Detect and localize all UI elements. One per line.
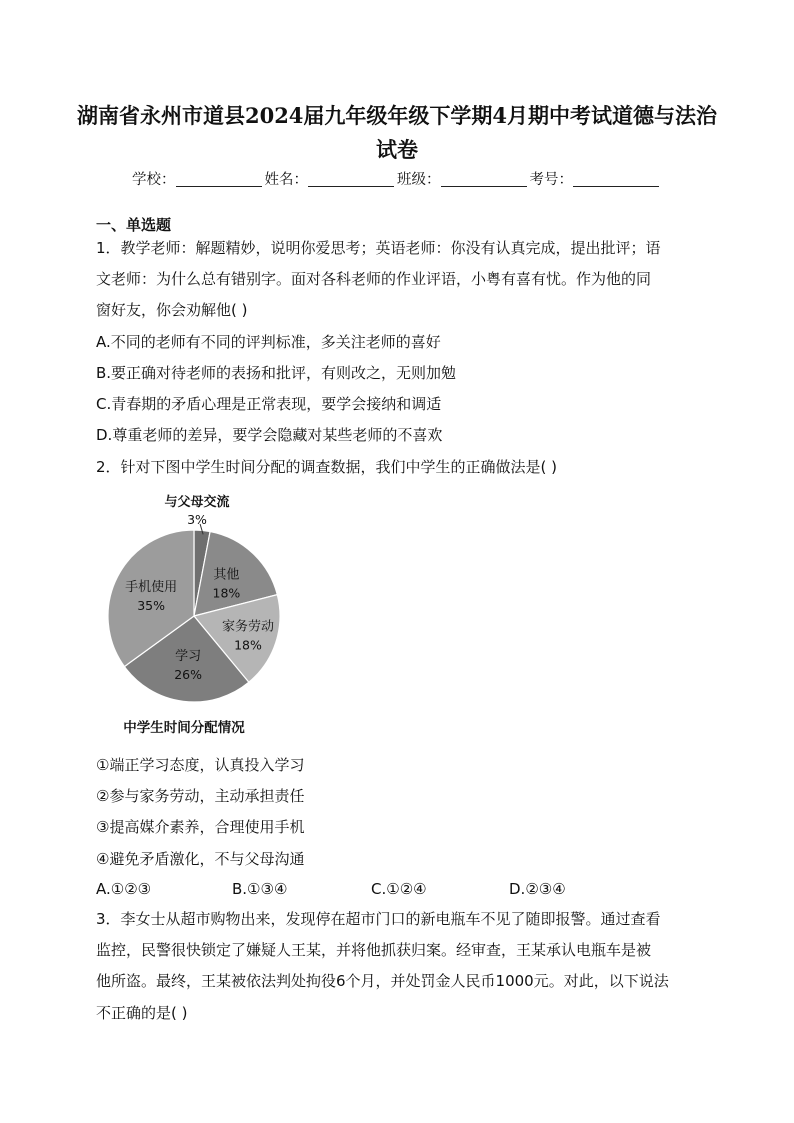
- pie-label-parents: 与父母交流: [164, 495, 230, 510]
- q1-option-b: B.要正确对待老师的表扬和批评，有则改之，无则加勉: [96, 364, 457, 382]
- school-label: 学校：: [132, 172, 176, 188]
- pie-label-study: 学习: [175, 648, 202, 664]
- pie-label-phone: 手机使用: [125, 580, 178, 596]
- q3-stem-line: 3．李女士从超市购物出来，发现停在超市门口的新电瓶车不见了随即报警。通过查看: [96, 910, 661, 928]
- q1-option-a: A.不同的老师有不同的评判标准，多关注老师的喜好: [96, 333, 441, 351]
- q3-stem-line: 他所盗。最终，王某被依法判处拘役6个月，并处罚金人民币1000元。对此，以下说法: [96, 972, 669, 990]
- q2-statement-2: ②参与家务劳动，主动承担责任: [96, 787, 305, 805]
- pie-value-other: 18%: [212, 585, 241, 601]
- q3-stem-line: 不正确的是( ): [96, 1004, 188, 1022]
- time-allocation-pie-chart: [96, 488, 296, 738]
- q1-stem-line: 窗好友，你会劝解他( ): [96, 301, 248, 319]
- q2-option-c: C.①②④: [371, 880, 427, 898]
- exam-title-line1: 湖南省永州市道县2024届九年级年级下学期4月期中考试道德与法治: [76, 103, 718, 128]
- exam-title-line2: 试卷: [376, 137, 418, 162]
- q1-stem-line: 文老师：为什么总有错别字。面对各科老师的作业评语，小粤有喜有忧。作为他的同: [96, 270, 652, 288]
- name-blank[interactable]: [308, 172, 394, 187]
- q2-statement-4: ④避免矛盾激化，不与父母沟通: [96, 850, 305, 868]
- q2-option-a: A.①②③: [96, 880, 152, 898]
- q1-option-d: D.尊重老师的差异，要学会隐藏对某些老师的不喜欢: [96, 426, 443, 444]
- q2-option-b: B.①③④: [232, 880, 288, 898]
- q1-option-c: C.青春期的矛盾心理是正常表现，要学会接纳和调适: [96, 395, 442, 413]
- chart-title: 中学生时间分配情况: [123, 720, 245, 736]
- pie-value-parents: 3%: [187, 512, 207, 527]
- pie-label-chores: 家务劳动: [221, 619, 275, 635]
- q2-stem: 2．针对下图中学生时间分配的调查数据，我们中学生的正确做法是( ): [96, 458, 558, 476]
- q2-statement-1: ①端正学习态度，认真投入学习: [96, 756, 305, 774]
- pie-label-other: 其他: [213, 567, 240, 583]
- pie-value-chores: 18%: [234, 637, 262, 653]
- class-blank[interactable]: [441, 172, 527, 187]
- section-heading: 一、单选题: [96, 216, 172, 234]
- pie-value-study: 26%: [174, 666, 202, 682]
- q3-stem-line: 监控，民警很快锁定了嫌疑人王某，并将他抓获归案。经审查，王某承认电瓶车是被: [96, 941, 652, 959]
- number-label: 考号：: [529, 172, 573, 188]
- class-label: 班级：: [397, 172, 441, 188]
- school-blank[interactable]: [176, 172, 262, 187]
- number-blank[interactable]: [573, 172, 659, 187]
- q1-stem-line: 1．教学老师：解题精妙，说明你爱思考；英语老师：你没有认真完成，提出批评；语: [96, 239, 661, 257]
- q2-option-d: D.②③④: [509, 880, 566, 898]
- pie-value-phone: 35%: [137, 598, 165, 614]
- q2-statement-3: ③提高媒介素养，合理使用手机: [96, 818, 305, 836]
- name-label: 姓名：: [264, 172, 308, 188]
- student-info-row: [0, 170, 794, 190]
